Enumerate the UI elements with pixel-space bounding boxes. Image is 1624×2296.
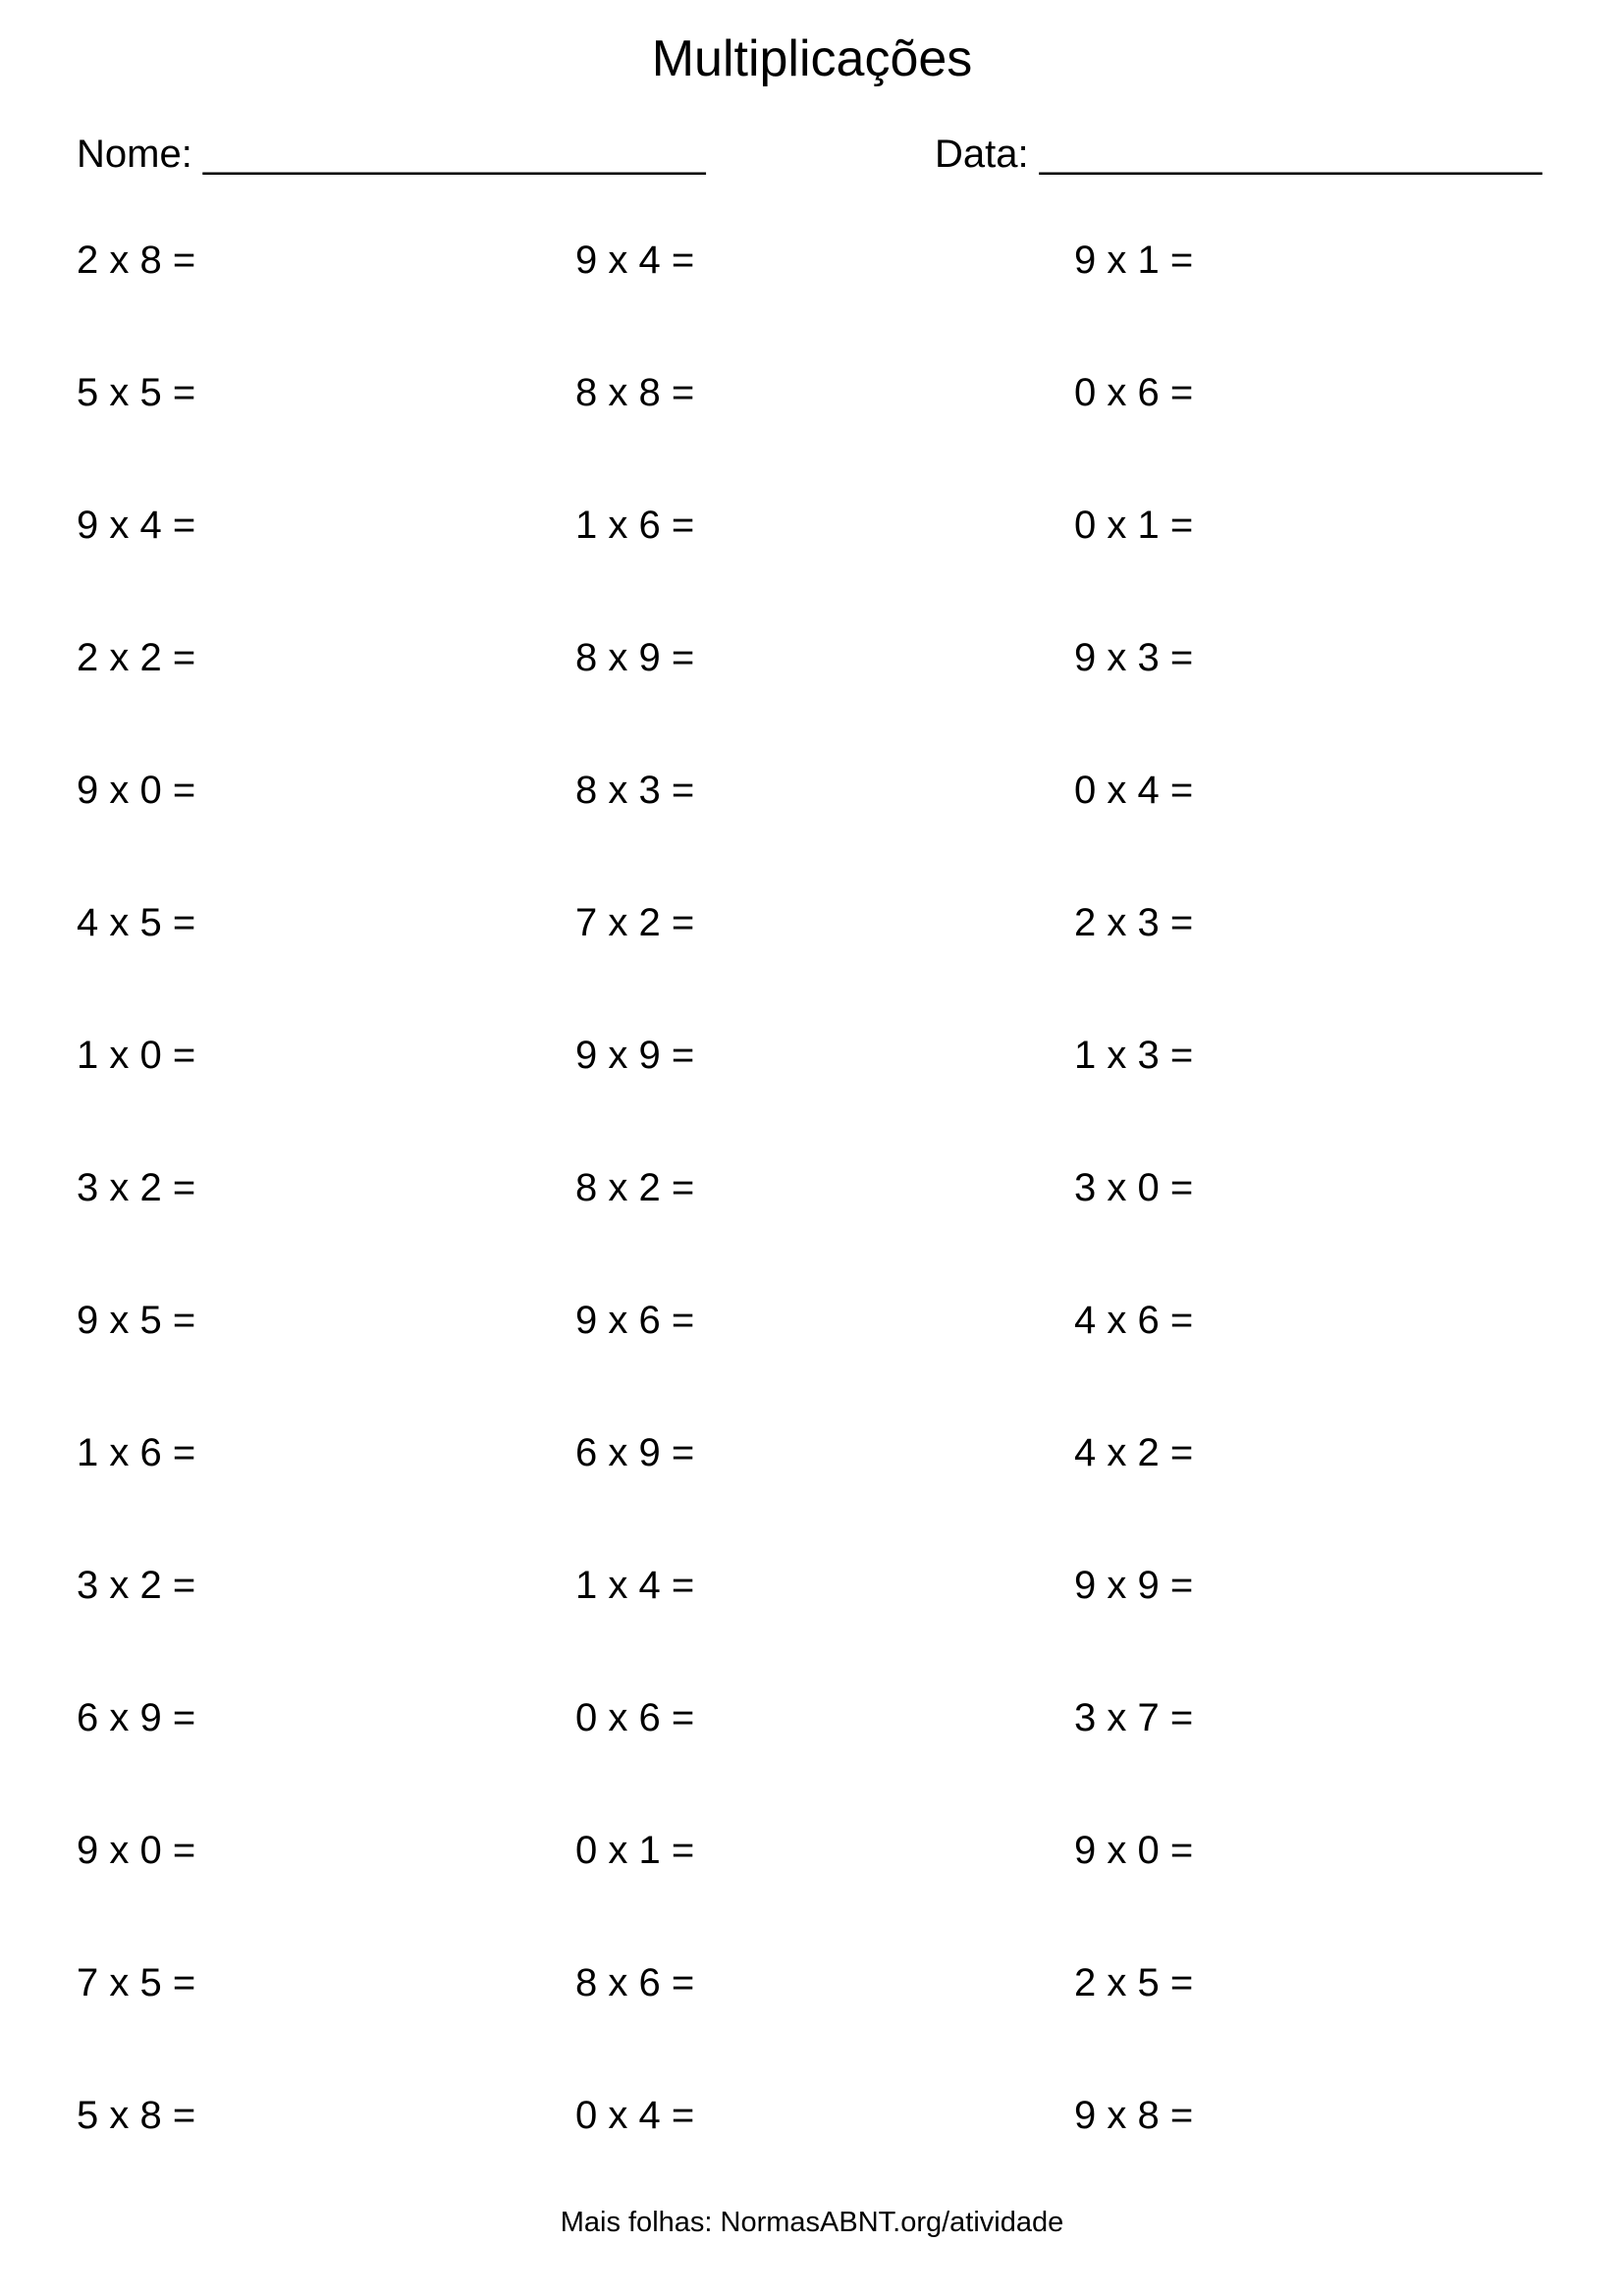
- problem-item: 1 x 4 =: [575, 1564, 695, 1607]
- problem-item: 6 x 9 =: [77, 1696, 196, 1739]
- problem-item: 7 x 5 =: [77, 1961, 196, 2004]
- problem-item: 3 x 2 =: [77, 1564, 196, 1607]
- problem-item: 3 x 0 =: [1074, 1166, 1194, 1209]
- date-field: Data: _______________________: [935, 133, 1543, 176]
- problem-grid: [77, 236, 1569, 2223]
- problem-item: 9 x 1 =: [1074, 239, 1194, 282]
- problem-item: 3 x 2 =: [77, 1166, 196, 1209]
- problem-item: 5 x 5 =: [77, 371, 196, 414]
- problem-item: 9 x 0 =: [77, 1829, 196, 1872]
- problem-item: 4 x 6 =: [1074, 1299, 1194, 1342]
- problem-item: 9 x 6 =: [575, 1299, 695, 1342]
- problem-item: 0 x 1 =: [1074, 504, 1194, 547]
- problem-item: 0 x 4 =: [575, 2094, 695, 2137]
- problem-item: 9 x 5 =: [77, 1299, 196, 1342]
- problem-item: 9 x 8 =: [1074, 2094, 1194, 2137]
- problem-item: 2 x 3 =: [1074, 901, 1194, 944]
- problem-item: 9 x 0 =: [1074, 1829, 1194, 1872]
- problem-item: 0 x 1 =: [575, 1829, 695, 1872]
- worksheet-title: Multiplicações: [651, 30, 973, 87]
- problem-item: 6 x 9 =: [575, 1431, 695, 1474]
- problem-item: 9 x 3 =: [1074, 636, 1194, 679]
- name-field: Nome: _______________________: [77, 133, 706, 176]
- problem-item: 4 x 2 =: [1074, 1431, 1194, 1474]
- problem-item: 5 x 8 =: [77, 2094, 196, 2137]
- problem-item: 9 x 4 =: [575, 239, 695, 282]
- problem-item: 2 x 5 =: [1074, 1961, 1194, 2004]
- problem-item: 9 x 9 =: [575, 1034, 695, 1077]
- problem-item: 8 x 9 =: [575, 636, 695, 679]
- problem-item: 1 x 0 =: [77, 1034, 196, 1077]
- problem-item: 0 x 6 =: [575, 1696, 695, 1739]
- problem-item: 3 x 7 =: [1074, 1696, 1194, 1739]
- problem-item: 7 x 2 =: [575, 901, 695, 944]
- problem-item: 9 x 9 =: [1074, 1564, 1194, 1607]
- problem-item: 4 x 5 =: [77, 901, 196, 944]
- problem-item: 8 x 2 =: [575, 1166, 695, 1209]
- problem-item: 1 x 3 =: [1074, 1034, 1194, 1077]
- problem-item: 0 x 6 =: [1074, 371, 1194, 414]
- problem-item: 2 x 2 =: [77, 636, 196, 679]
- problem-item: 9 x 4 =: [77, 504, 196, 547]
- problem-item: 8 x 3 =: [575, 769, 695, 812]
- problem-item: 9 x 0 =: [77, 769, 196, 812]
- problem-item: 0 x 4 =: [1074, 769, 1194, 812]
- problem-item: 1 x 6 =: [575, 504, 695, 547]
- problem-item: 8 x 6 =: [575, 1961, 695, 2004]
- problem-item: 2 x 8 =: [77, 239, 196, 282]
- problem-item: 1 x 6 =: [77, 1431, 196, 1474]
- footer-link-text: Mais folhas: NormasABNT.org/atividade: [560, 2207, 1064, 2238]
- problem-item: 8 x 8 =: [575, 371, 695, 414]
